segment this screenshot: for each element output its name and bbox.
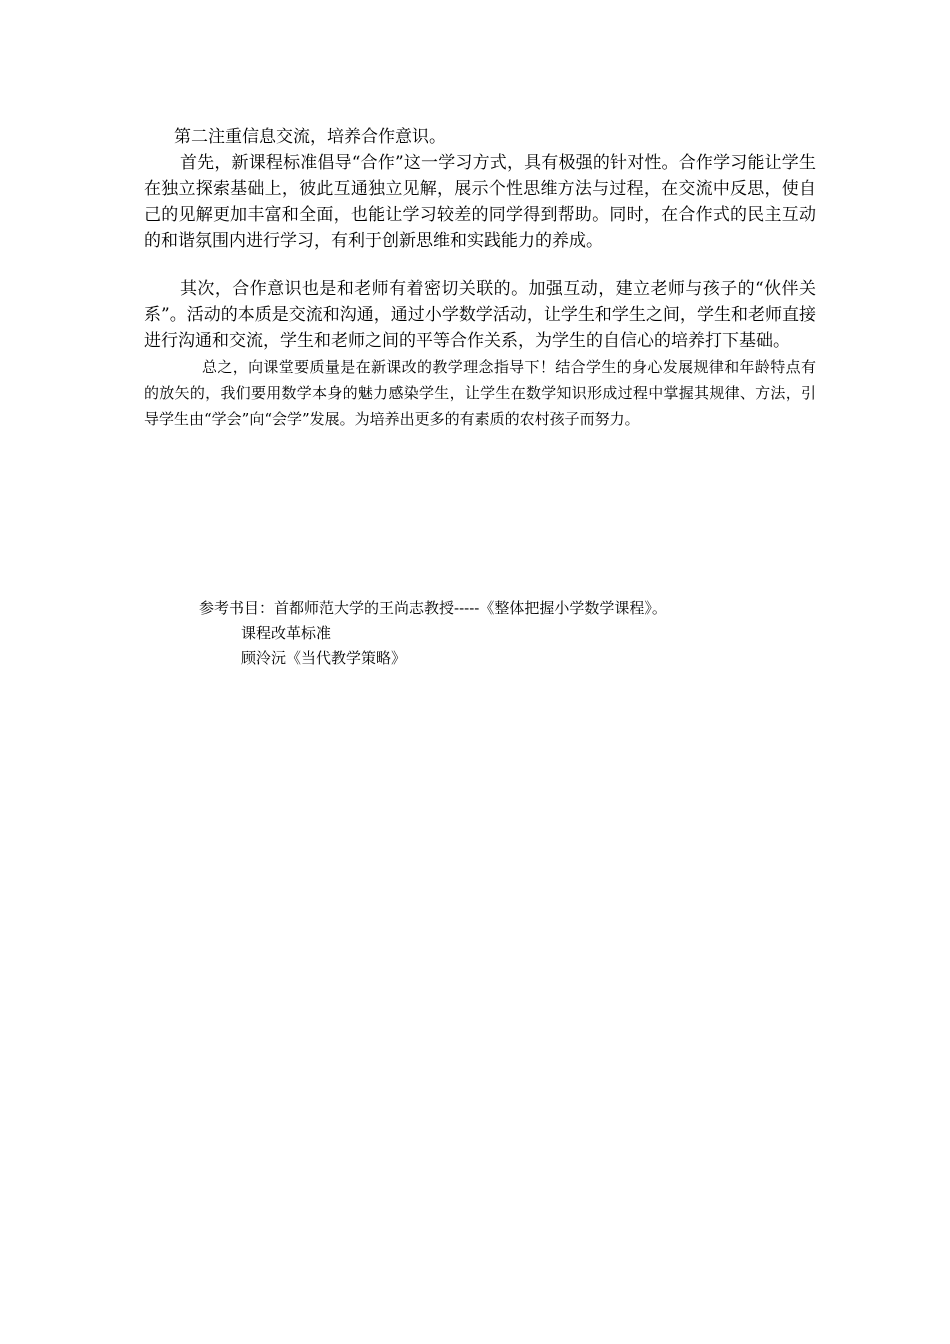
document-body	[144, 124, 816, 432]
reference-line-2: 课程改革标准	[241, 624, 332, 642]
paragraph-2: 其次，合作意识也是和老师有着密切关联的。加强互动，建立老师与孩子的“伙伴关系”。活动的本质是交流和沟通，通过小学数学活动，让学生和学生之间，学生和老师直接进行沟通和交流，学生和老师之间的平等合作关系，为学生的自信心的培养打下基础。	[144, 279, 816, 351]
section-heading: 第二注重信息交流，培养合作意识。	[174, 127, 446, 147]
reference-line-3: 顾泠沅《当代教学策略》	[241, 649, 407, 667]
paragraph-3: 总之，向课堂要质量是在新课改的教学理念指导下！结合学生的身心发展规律和年龄特点有的放矢的，我们要用数学本身的魅力感染学生，让学生在数学知识形成过程中掌握其规律、方法，引导学生由“学会”向“会学”发展。为培养出更多的有素质的农村孩子而努力。	[144, 358, 816, 428]
references-section	[199, 596, 819, 671]
reference-line-1: 参考书目：首都师范大学的王尚志教授-----《整体把握小学数学课程》。	[199, 599, 667, 617]
paragraph-1: 首先，新课程标准倡导“合作”这一学习方式，具有极强的针对性。合作学习能让学生在独立探索基础上，彼此互通独立见解，展示个性思维方法与过程，在交流中反思，使自己的见解更加丰富和全面，也能让学习较差的同学得到帮助。同时，在合作式的民主互动的和谐氛围内进行学习，有利于创新思维和实践能力的养成。	[144, 153, 816, 251]
